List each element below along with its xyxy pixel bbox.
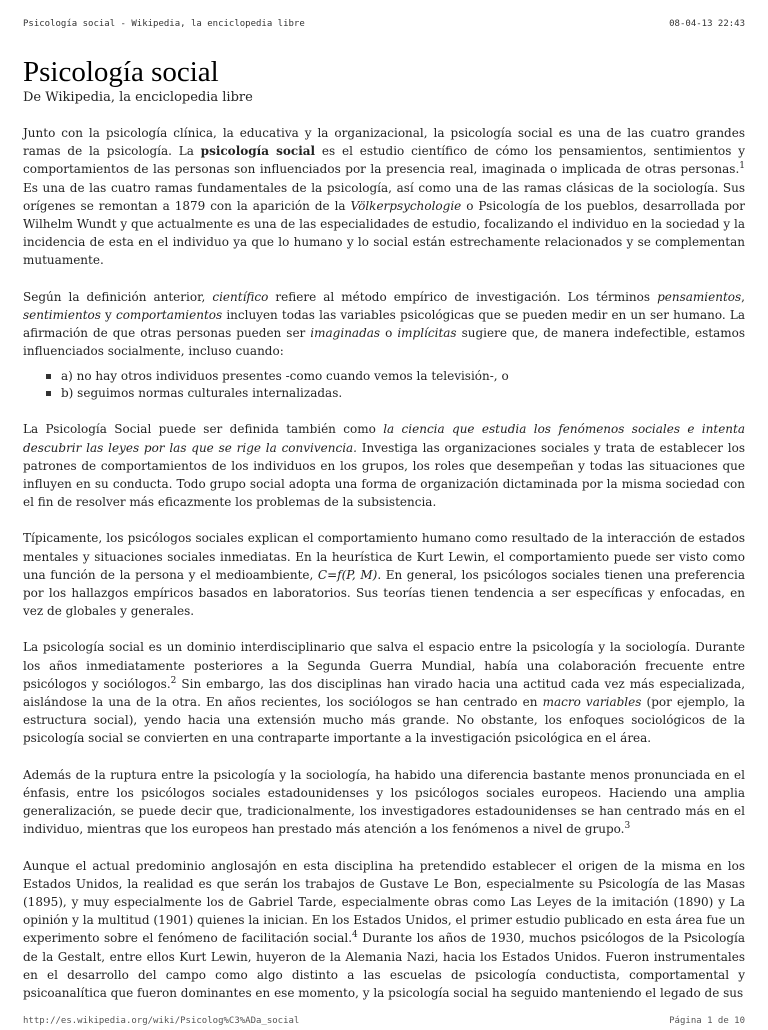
reference-link[interactable]: 1 — [739, 161, 745, 172]
list-item: b) seguimos normas culturales internalizadas. — [61, 385, 745, 402]
reference-link[interactable]: 2 — [170, 675, 177, 686]
paragraph-definition: Según la definición anterior, científico refiere al método empírico de investigación. Los términos pensamientos, sentimientos y comportamientos incluyen todas las variables psicológicas que se pueden medir en un ser humano. La afirmación de que otras personas pueden ser imaginadas o implícitas sugiere que, de manera indefectible, estamos influenciados socialmente, incluso cuando: — [23, 289, 746, 359]
paragraph-history: Aunque el actual predominio anglosajón en esta disciplina ha pretendido establecer el origen de la misma en los Estados Unidos, la realidad es que serán los trabajos de Gustave Le Bon, especialmente su Psicología de las Masas (1895), y muy especialmente los de Gabriel Tarde, especialmente obras como Las Leyes de la imitación (1890) y La opinión y la multitud (1901) quienes la inician. En los Estados Unidos, el primer estudio publicado en esta área fue un experimento sobre el fenómeno de facilitación social.$^4$ Durante los años de 1930, muchos psicólogos de la Psicología de la Gestalt, entre ellos Kurt Lewin, huyeron de la Alemania Nazi, hacia los Estados Unidos. Fueron instrumentales en el desarrollo del campo como algo distinto a las escuelas de psicología conductista, comportamental y psicoanalítica que fueron dominantes en ese momento, y la psicología social ha seguido manteniendo el legado de sus — [23, 858, 745, 1000]
paragraph-social-science: La Psicología Social puede ser definida también como la ciencia que estudia los fenómenos sociales e intenta descubrir las leyes por las que se rige la convivencia. Investiga las organizaciones sociales y trata de establecer los patrones de comportamientos de los individuos en los grupos, los roles que desempeñan y todas las situaciones que influyen en su conducta. Todo grupo social adopta una forma de organización dictaminada por la misma sociedad con el fin de resolver más eficazmente los problemas de la subsistencia. — [23, 422, 745, 510]
condition-list — [23, 368, 745, 402]
paragraph-us-europe: Además de la ruptura entre la psicología y la sociología, ha habido una diferencia bastante menos pronunciada en el énfasis, entre los psicólogos sociales estadounidenses y los psicólogos sociales europeos. Haciendo una amplia generalización, se puede decir que, tradicionalmente, los investigadores estadounidenses se han centrado más en el individuo, mientras que los europeos han prestado más atención a los fenómenos a nivel de grupo.$^3$ — [23, 767, 745, 837]
paragraph-interdisciplinary: La psicología social es un dominio interdisciplinario que salva el espacio entre la psicología y la sociología. Durante los años inmediatamente posteriores a la Segunda Guerra Mundial, había una colaboración frecuente entre psicólogos y sociólogos.$^2$ Sin embargo, las dos disciplinas han virado hacia una actitud cada vez más especializada, aislándose la una de la otra. En años recientes, los sociólogos se han centrado en macro variables (por ejemplo, la estructura social), yendo hacia una extensión mucho más grande. No obstante, los enfoques sociológicos de la psicología social se convierten en una contraparte importante a la investigación psicológica en el área. — [23, 640, 746, 746]
article-title: Psicología social — [23, 56, 219, 88]
formula: C=f(P, M) — [317, 567, 378, 582]
footer-page-number: Página 1 de 10 — [669, 1016, 745, 1026]
print-footer — [23, 1016, 745, 1030]
header-page-title: Psicología social - Wikipedia, la enciclopedia libre — [23, 19, 305, 29]
reference-link[interactable]: 3 — [624, 821, 631, 832]
list-item: a) no hay otros individuos presentes -como cuando vemos la televisión-, o — [61, 368, 745, 385]
paragraph-lewin: Típicamente, los psicólogos sociales explican el comportamiento humano como resultado de la interacción de estados mentales y situaciones sociales inmediatas. En la heurística de Kurt Lewin, el comportamiento puede ser visto como una función de la persona y el medioambiente, C=f(P, M). En general, los psicólogos sociales tienen una preferencia por los hallazgos empíricos basados en laboratorios. Sus teorías tienen tendencia a ser específicas y enfocadas, en vez de globales y generales. — [23, 531, 745, 619]
paragraph-intro: Junto con la psicología clínica, la educativa y la organizacional, la psicología social es una de las cuatro grandes ramas de la psicología. La psicología social es el estudio científico de cómo los pensamientos, sentimientos y comportamientos de las personas son influenciados por la presencia real, imaginada o implicada de otras personas.$^1$ Es una de las cuatro ramas fundamentales de la psicología, así como una de las ramas clásicas de la sociología. Sus orígenes se remontan a 1879 con la aparición de la Völkerpsychologie o Psicología de los pueblos, desarrollada por Wilhelm Wundt y que actualmente es una de las especialidades de estudio, focalizando el individuo en la sociedad y la incidencia de esta en el individuo ya que lo humano y lo social están estrechamente relacionados y se complementan mutuamente. — [23, 126, 745, 268]
italic-term: Völkerpsychologie — [350, 198, 462, 213]
print-header — [23, 19, 745, 33]
article-content — [23, 54, 745, 1020]
header-timestamp: 08-04-13 22:43 — [669, 19, 745, 29]
article-subtitle: De Wikipedia, la enciclopedia libre — [23, 90, 253, 105]
reference-link[interactable]: 4 — [352, 930, 358, 941]
footer-url[interactable]: http://es.wikipedia.org/wiki/Psicolog%C3%ADa_social — [23, 1016, 300, 1026]
bold-term: psicología social — [200, 144, 316, 159]
